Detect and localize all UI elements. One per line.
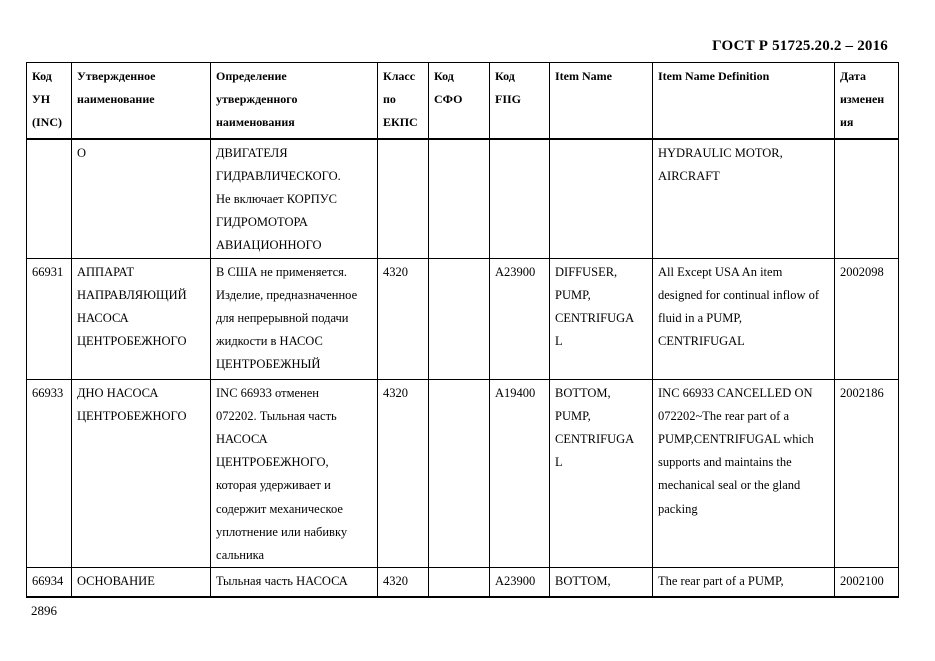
cell-text-line: 2002186 xyxy=(840,385,884,400)
cell-text-line: 2002100 xyxy=(840,574,884,589)
header-line: Дата xyxy=(840,69,866,83)
header-line: Код xyxy=(32,69,52,83)
header-line: утвержденного xyxy=(216,92,298,107)
cell-text-line: АВИАЦИОННОГО xyxy=(216,238,322,253)
ekps-class-cell xyxy=(378,379,429,568)
item-name-definition-cell xyxy=(653,258,835,379)
item-name-definition-cell xyxy=(653,139,835,259)
cell-text-line: PUMP, xyxy=(555,287,591,302)
cell-text-line: ГИДРОМОТОРА xyxy=(216,215,308,230)
cell-text-line: 66933 xyxy=(32,385,64,400)
change-date-cell xyxy=(835,139,899,259)
item-name-cell xyxy=(550,379,653,568)
inc-code-cell xyxy=(27,379,72,568)
approved-name-cell xyxy=(72,379,211,568)
definition-cell xyxy=(211,568,378,597)
cell-text-line: L xyxy=(555,334,563,349)
ekps-class-cell xyxy=(378,139,429,259)
column-header-inc xyxy=(27,63,72,139)
approved-name-cell xyxy=(72,568,211,597)
inc-code-cell xyxy=(27,568,72,597)
cell-text-line: НАПРАВЛЯЮЩИЙ xyxy=(77,287,187,302)
cell-text-line: PUMP,CENTRIFUGAL which xyxy=(658,431,814,446)
cell-text-line: INC 66933 отменен xyxy=(216,385,319,400)
column-header-item-name-definition xyxy=(653,63,835,139)
cell-text-line: ДВИГАТЕЛЯ xyxy=(216,145,288,160)
header-line: Код xyxy=(434,69,454,83)
cell-text-line: mechanical seal or the gland xyxy=(658,478,801,493)
cell-text-line: для непрерывной подачи xyxy=(216,310,349,325)
item-name-cell xyxy=(550,139,653,259)
cell-text-line: ЦЕНТРОБЕЖНОГО, xyxy=(216,455,329,470)
header-line: Item Name Definition xyxy=(658,69,770,83)
header-line: (INC) xyxy=(32,115,62,130)
cell-text-line: 072202. Тыльная часть xyxy=(216,408,337,423)
cell-text-line: ЦЕНТРОБЕЖНОГО xyxy=(77,408,187,423)
cell-text-line: BOTTOM, xyxy=(555,574,611,589)
cell-text-line: CENTRIFUGA xyxy=(555,431,635,446)
cell-text-line: которая удерживает и xyxy=(216,478,331,493)
cell-text-line: АППАРАТ xyxy=(77,264,135,279)
header-line: Утвержденное xyxy=(77,69,156,83)
cell-text-line: жидкости в НАСОС xyxy=(216,334,323,349)
cell-text-line: Изделие, предназначенное xyxy=(216,287,358,302)
page-number: 2896 xyxy=(31,603,57,618)
cell-text-line: AIRCRAFT xyxy=(658,168,720,183)
cell-text-line: supports and maintains the xyxy=(658,455,792,470)
table-body xyxy=(27,139,899,597)
header-line: СФО xyxy=(434,92,463,107)
column-header-fiig-code xyxy=(490,63,550,139)
header-line: изменен xyxy=(840,92,885,107)
header-line: наименования xyxy=(216,115,295,130)
cell-text-line: INC 66933 CANCELLED ON xyxy=(658,385,813,400)
cell-text-line: ОСНОВАНИЕ xyxy=(77,574,155,589)
header-line: по xyxy=(383,92,396,107)
definition-cell xyxy=(211,139,378,259)
fiig-code-cell xyxy=(490,568,550,597)
item-name-cell xyxy=(550,258,653,379)
header-line: Item Name xyxy=(555,69,612,83)
table-row xyxy=(27,258,899,379)
classification-table xyxy=(26,62,899,598)
fiig-code-cell xyxy=(490,139,550,259)
sfo-code-cell xyxy=(429,568,490,597)
header-line: Определение xyxy=(216,69,287,83)
cell-text-line: A19400 xyxy=(495,385,536,400)
cell-text-line: A23900 xyxy=(495,264,536,279)
cell-text-line: 072202~The rear part of a xyxy=(658,408,790,423)
fiig-code-cell xyxy=(490,258,550,379)
column-header-item-name xyxy=(550,63,653,139)
inc-code-cell xyxy=(27,139,72,259)
cell-text-line: CENTRIFUGAL xyxy=(658,334,745,349)
cell-text-line: В США не применяется. xyxy=(216,264,348,279)
cell-text-line: All Except USA An item xyxy=(658,264,783,279)
cell-text-line: PUMP, xyxy=(555,408,591,423)
cell-text-line: CENTRIFUGA xyxy=(555,310,635,325)
cell-text-line: HYDRAULIC MOTOR, xyxy=(658,145,783,160)
inc-code-cell xyxy=(27,258,72,379)
fiig-code-cell xyxy=(490,379,550,568)
column-header-approved-name xyxy=(72,63,211,139)
header-line: Класс xyxy=(383,69,416,83)
column-header-change-date xyxy=(835,63,899,139)
approved-name-cell xyxy=(72,258,211,379)
cell-text-line: О xyxy=(77,145,87,160)
item-name-cell xyxy=(550,568,653,597)
cell-text-line: fluid in a PUMP, xyxy=(658,310,743,325)
cell-text-line: уплотнение или набивку xyxy=(216,524,348,539)
cell-text-line: ЦЕНТРОБЕЖНОГО xyxy=(77,334,187,349)
column-header-definition xyxy=(211,63,378,139)
sfo-code-cell xyxy=(429,139,490,259)
cell-text-line: ДНО НАСОСА xyxy=(77,385,159,400)
cell-text-line: ГИДРАВЛИЧЕСКОГО. xyxy=(216,168,341,183)
header-line: наименование xyxy=(77,92,155,107)
cell-text-line: НАСОСА xyxy=(216,431,268,446)
cell-text-line: 2002098 xyxy=(840,264,884,279)
cell-text-line: The rear part of a PUMP, xyxy=(658,574,784,589)
table-row xyxy=(27,379,899,568)
cell-text-line: 4320 xyxy=(383,264,408,279)
cell-text-line: Не включает КОРПУС xyxy=(216,191,337,206)
cell-text-line: содержит механическое xyxy=(216,501,343,516)
item-name-definition-cell xyxy=(653,379,835,568)
table-row xyxy=(27,139,899,259)
standard-title: ГОСТ Р 51725.20.2 – 2016 xyxy=(712,38,888,54)
cell-text-line: 66931 xyxy=(32,264,64,279)
ekps-class-cell xyxy=(378,258,429,379)
cell-text-line: designed for continual inflow of xyxy=(658,287,820,302)
ekps-class-cell xyxy=(378,568,429,597)
definition-cell xyxy=(211,379,378,568)
cell-text-line: 4320 xyxy=(383,574,408,589)
table-header-row xyxy=(27,63,899,139)
item-name-definition-cell xyxy=(653,568,835,597)
cell-text-line: A23900 xyxy=(495,574,536,589)
cell-text-line: сальника xyxy=(216,547,265,562)
cell-text-line: DIFFUSER, xyxy=(555,264,618,279)
cell-text-line: ЦЕНТРОБЕЖНЫЙ xyxy=(216,357,321,372)
table-row xyxy=(27,568,899,597)
cell-text-line: L xyxy=(555,455,563,470)
cell-text-line: 4320 xyxy=(383,385,408,400)
header-line: FIIG xyxy=(495,92,522,107)
change-date-cell xyxy=(835,379,899,568)
cell-text-line: packing xyxy=(658,501,698,516)
cell-text-line: Тыльная часть НАСОСА xyxy=(216,574,348,589)
header-line: Код xyxy=(495,69,515,83)
change-date-cell xyxy=(835,568,899,597)
cell-text-line: BOTTOM, xyxy=(555,385,611,400)
definition-cell xyxy=(211,258,378,379)
sfo-code-cell xyxy=(429,258,490,379)
column-header-ekps-class xyxy=(378,63,429,139)
approved-name-cell xyxy=(72,139,211,259)
column-header-sfo-code xyxy=(429,63,490,139)
header-line: ия xyxy=(840,115,854,130)
sfo-code-cell xyxy=(429,379,490,568)
change-date-cell xyxy=(835,258,899,379)
header-line: УН xyxy=(32,92,51,107)
cell-text-line: НАСОСА xyxy=(77,310,129,325)
cell-text-line: 66934 xyxy=(32,574,64,589)
header-line: ЕКПС xyxy=(383,115,418,130)
